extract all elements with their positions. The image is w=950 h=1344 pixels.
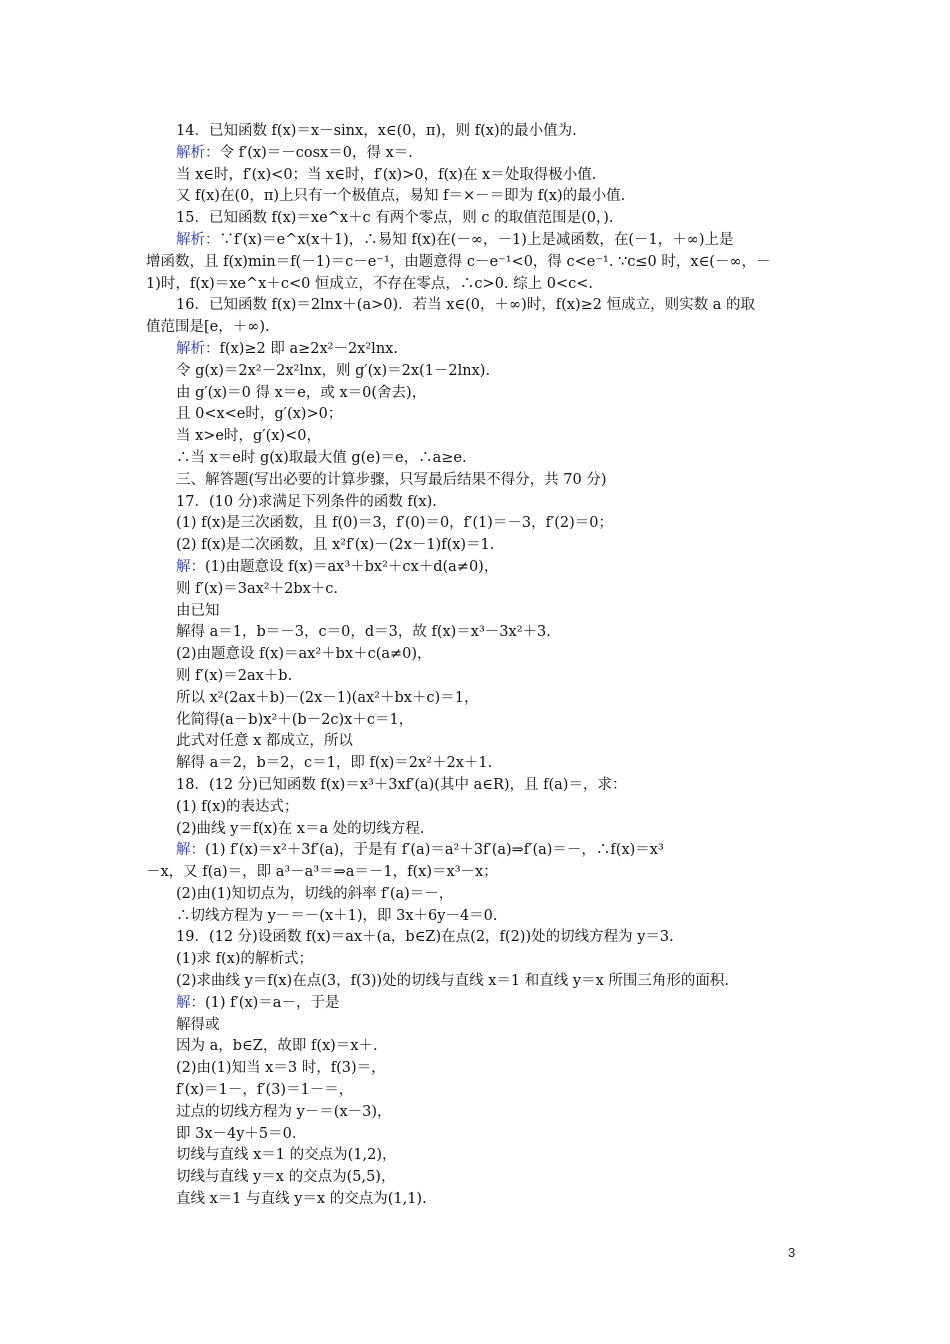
line-text: 且 0<x<e时，g′(x)>0； <box>176 406 343 423</box>
text-line <box>146 295 816 317</box>
text-line <box>146 230 816 252</box>
solution-label: 解析： <box>176 231 220 248</box>
text-line <box>146 317 816 339</box>
text-line <box>146 361 816 383</box>
line-text: (1) f′(x)＝a－，于是 <box>205 994 340 1011</box>
line-text: (1) f(x)是三次函数，且 f(0)＝3，f′(0)＝0，f′(1)＝－3，f′(2)＝0； <box>176 515 614 532</box>
line-text: (2)由(1)知切点为，切线的斜率 f′(a)＝－， <box>176 885 454 902</box>
line-text: (1) f(x)的表达式； <box>176 798 299 815</box>
text-line <box>146 1080 816 1102</box>
line-text: (2)由(1)知当 x＝3 时，f(3)＝， <box>176 1060 386 1077</box>
line-text: 令 f′(x)＝－cosx＝0，得 x＝. <box>219 144 413 161</box>
solution-label: 解： <box>176 842 205 859</box>
line-text: 则 f′(x)＝2ax＋b. <box>176 667 293 684</box>
line-text: 解得 a＝1，b＝－3，c＝0，d＝3，故 f(x)＝x³－3x²＋3. <box>176 624 551 641</box>
line-text: 17．(10 分)求满足下列条件的函数 f(x). <box>176 493 437 510</box>
line-text: 所以 x²(2ax＋b)－(2x－1)(ax²＋bx＋c)＝1， <box>176 689 479 706</box>
line-text: 切线与直线 x＝1 的交点为(1,2)， <box>176 1147 397 1164</box>
text-line <box>146 186 816 208</box>
text-line <box>146 666 816 688</box>
line-text: f(x)≥2 即 a≥2x²－2x²lnx. <box>219 340 398 357</box>
text-line <box>146 862 816 884</box>
text-line <box>146 993 816 1015</box>
line-text: (1)求 f(x)的解析式； <box>176 951 314 968</box>
text-line <box>146 819 816 841</box>
text-line <box>146 1102 816 1124</box>
text-line <box>146 1167 816 1189</box>
text-line <box>146 208 816 230</box>
line-text: 18．(12 分)已知函数 f(x)＝x³＋3xf′(a)(其中 a∈R)，且 f(a)＝，求： <box>176 776 627 793</box>
text-line <box>146 492 816 514</box>
text-line <box>146 1015 816 1037</box>
line-text: 三、解答题(写出必要的计算步骤，只写最后结果不得分，共 70 分) <box>176 471 607 488</box>
text-line <box>146 884 816 906</box>
line-text: f′(x)＝1－，f′(3)＝1－＝， <box>176 1082 354 1099</box>
text-line <box>146 927 816 949</box>
text-line <box>146 601 816 623</box>
text-line <box>146 906 816 928</box>
text-line <box>146 535 816 557</box>
solution-label: 解： <box>176 994 205 1011</box>
text-line <box>146 710 816 732</box>
line-text: (1) f′(x)＝x²＋3f′(a)，于是有 f′(a)＝a²＋3f′(a)⇒f′(a)＝－，∴f(x)＝x³ <box>205 842 664 859</box>
line-text: (2)由题意设 f(x)＝ax²＋bx＋c(a≠0)， <box>176 646 432 663</box>
solution-label: 解析： <box>176 340 220 357</box>
line-text: 19．(12 分)设函数 f(x)＝ax＋(a，b∈Z)在点(2，f(2))处的切线方程为 y＝3. <box>176 929 674 946</box>
text-line <box>146 448 816 470</box>
line-text: 16．已知函数 f(x)＝2lnx＋(a>0)．若当 x∈(0，＋∞)时，f(x)≥2 恒成立，则实数 a 的取 <box>176 297 755 314</box>
line-text: 增函数，且 f(x)min＝f(－1)＝c－e⁻¹，由题意得 c－e⁻¹<0，得 c<e⁻¹. ∵c≤0 时，x∈(－∞，－ <box>146 253 771 270</box>
line-text: 又 f(x)在(0，π)上只有一个极值点，易知 f＝×－＝即为 f(x)的最小值. <box>176 188 626 205</box>
text-line <box>146 143 816 165</box>
line-text: (2) f(x)是二次函数，且 x²f′(x)－(2x－1)f(x)＝1. <box>176 537 495 554</box>
line-text: (2)求曲线 y＝f(x)在点(3，f(3))处的切线与直线 x＝1 和直线 y＝x 所围三角形的面积. <box>176 973 729 990</box>
solution-label: 解： <box>176 558 205 575</box>
text-line <box>146 121 816 143</box>
text-line <box>146 339 816 361</box>
line-text: 由已知 <box>176 602 220 619</box>
text-line <box>146 252 816 274</box>
line-text: 此式对任意 x 都成立，所以 <box>176 733 353 750</box>
text-line <box>146 731 816 753</box>
line-text: 由 g′(x)＝0 得 x＝e，或 x＝0(舍去)， <box>176 384 427 401</box>
text-line <box>146 513 816 535</box>
line-text: 因为 a，b∈Z，故即 f(x)＝x＋. <box>176 1038 378 1055</box>
line-text: 14．已知函数 f(x)＝x－sinx，x∈(0，π)，则 f(x)的最小值为. <box>176 123 577 139</box>
line-text: 则 f′(x)＝3ax²＋2bx＋c. <box>176 580 339 597</box>
text-line <box>146 404 816 426</box>
line-text: ∴当 x＝e时 g(x)取最大值 g(e)＝e，∴a≥e. <box>176 449 467 466</box>
solution-label: 解析： <box>176 144 220 161</box>
line-text: 当 x∈时，f′(x)<0；当 x∈时，f′(x)>0，f(x)在 x＝处取得极小值. <box>176 166 597 183</box>
line-text: ∴切线方程为 y－＝－(x＋1)，即 3x＋6y－4＝0. <box>176 907 498 924</box>
text-line <box>146 1189 816 1211</box>
text-line <box>146 1036 816 1058</box>
text-line <box>146 688 816 710</box>
text-line <box>146 971 816 993</box>
line-text: 过点的切线方程为 y－＝(x－3)， <box>176 1103 392 1120</box>
line-text: 1)时，f(x)＝xe^x＋c<0 恒成立，不存在零点，∴c>0. 综上 0<c<. <box>146 275 594 292</box>
text-line <box>146 644 816 666</box>
text-line <box>146 579 816 601</box>
line-text: 解得 a＝2，b＝2，c＝1，即 f(x)＝2x²＋2x＋1. <box>176 755 493 772</box>
text-line <box>146 840 816 862</box>
line-text: 值范围是[e，＋∞). <box>146 319 270 336</box>
line-text: 令 g(x)＝2x²－2x²lnx，则 g′(x)＝2x(1－2lnx). <box>176 362 491 379</box>
line-text: 解得或 <box>176 1016 220 1033</box>
text-line <box>146 557 816 579</box>
text-line <box>146 426 816 448</box>
text-line <box>146 753 816 775</box>
line-text: 即 3x－4y＋5＝0. <box>176 1125 297 1142</box>
text-line <box>146 775 816 797</box>
document-body <box>146 121 816 1211</box>
line-text: 化简得(a－b)x²＋(b－2c)x＋c＝1， <box>176 711 414 728</box>
line-text: ∵f′(x)＝e^x(x＋1)，∴易知 f(x)在(－∞，－1)上是减函数，在(－1，＋∞)上是 <box>219 231 734 248</box>
line-text: 切线与直线 y＝x 的交点为(5,5)， <box>176 1169 396 1186</box>
line-text: 直线 x＝1 与直线 y＝x 的交点为(1,1). <box>176 1191 427 1208</box>
line-text: 15．已知函数 f(x)＝xe^x＋c 有两个零点，则 c 的取值范围是(0，). <box>176 210 614 227</box>
text-line <box>146 797 816 819</box>
line-text: 当 x>e时，g′(x)<0， <box>176 428 321 445</box>
text-line <box>146 622 816 644</box>
text-line <box>146 383 816 405</box>
text-line <box>146 1124 816 1146</box>
line-text: (2)曲线 y＝f(x)在 x＝a 处的切线方程. <box>176 820 425 837</box>
text-line <box>146 1058 816 1080</box>
text-line <box>146 1145 816 1167</box>
line-text: (1)由题意设 f(x)＝ax³＋bx²＋cx＋d(a≠0)， <box>205 558 499 575</box>
page-number: 3 <box>788 1245 796 1260</box>
text-line <box>146 165 816 187</box>
text-line <box>146 470 816 492</box>
line-text: －x，又 f(a)＝，即 a³－a³＝⇒a＝－1，f(x)＝x³－x； <box>146 864 498 881</box>
text-line <box>146 949 816 971</box>
text-line <box>146 274 816 296</box>
